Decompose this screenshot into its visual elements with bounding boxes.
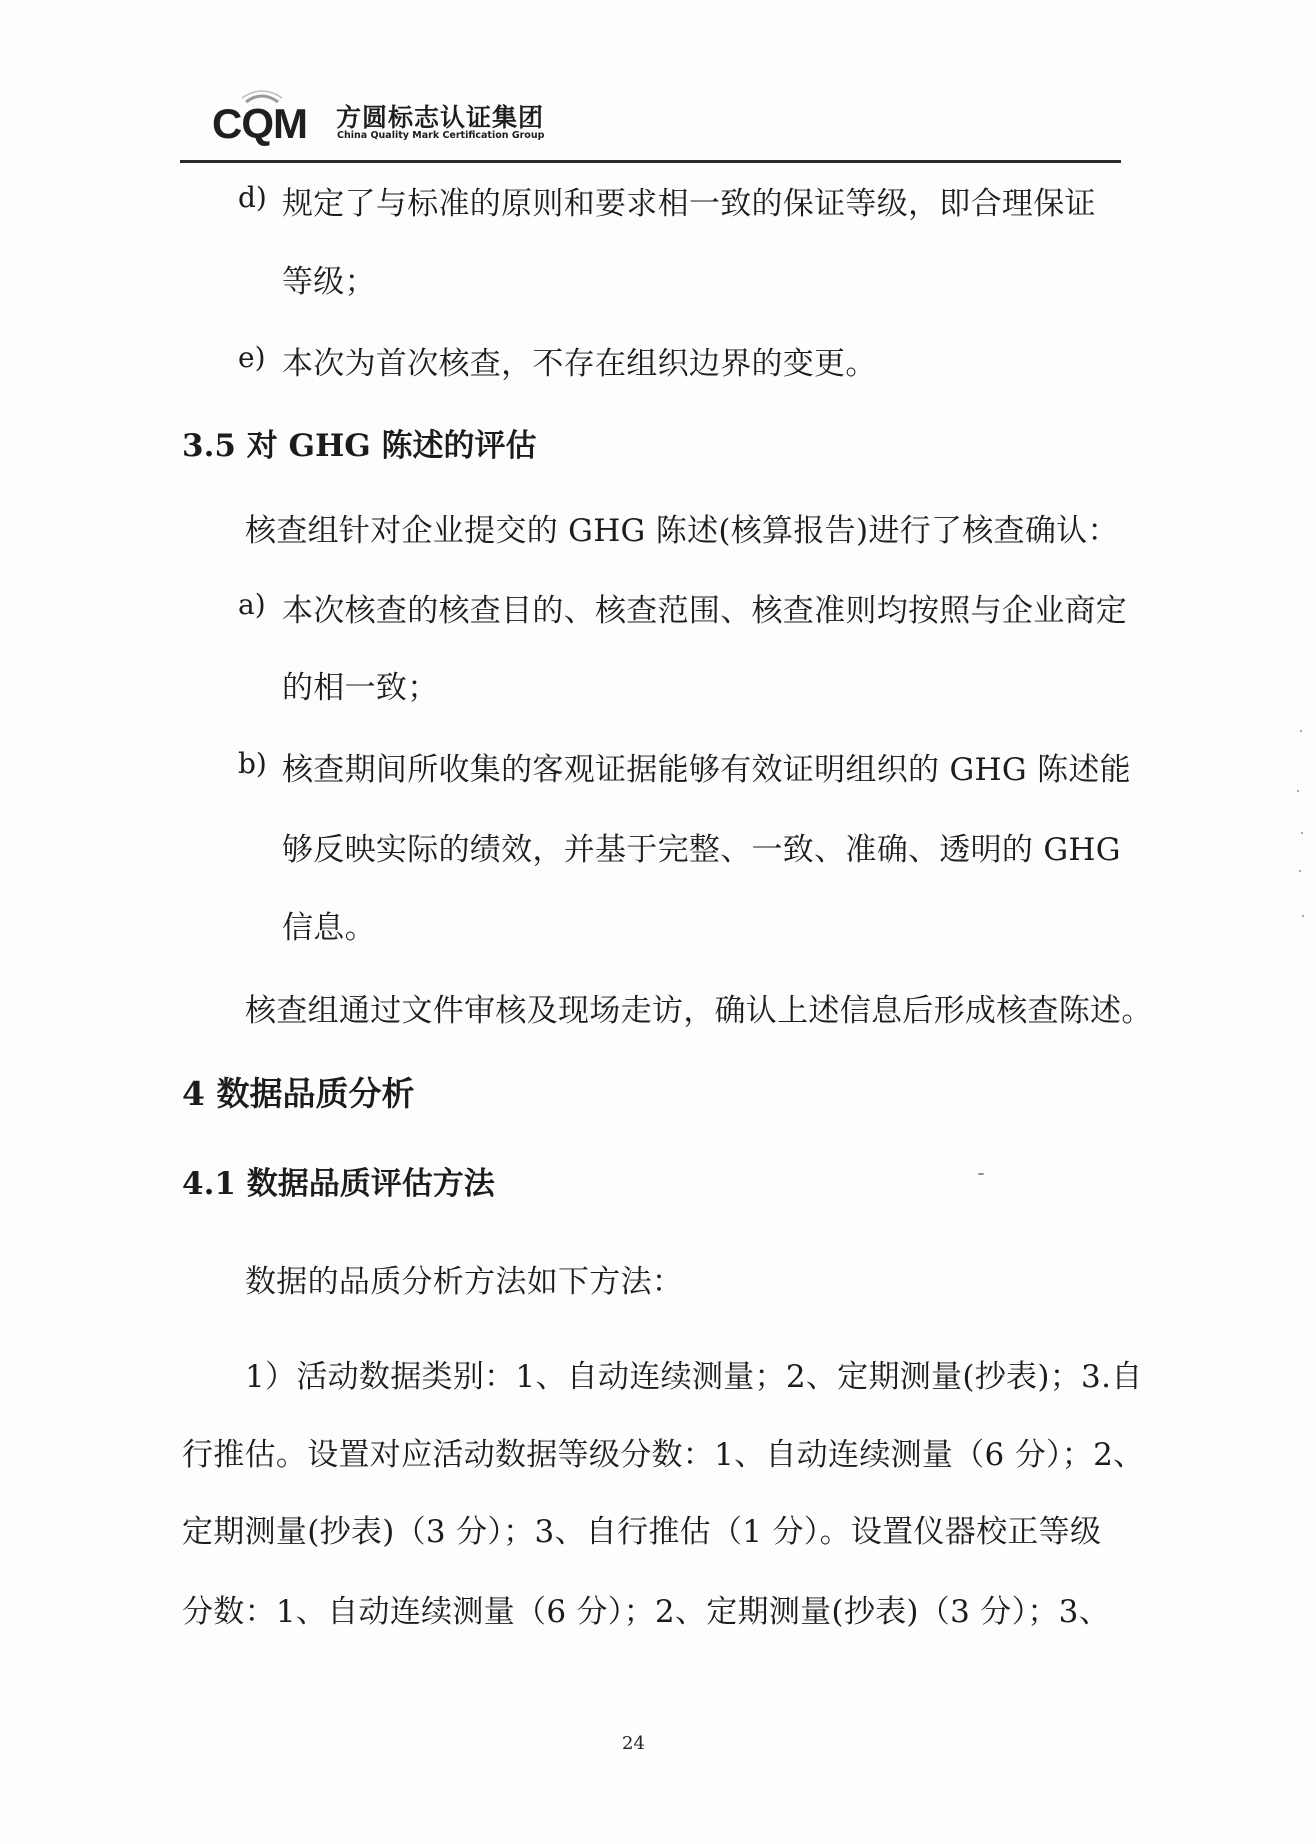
list-marker-e: e) bbox=[238, 341, 266, 374]
scan-speck bbox=[978, 1173, 984, 1175]
page-number: 24 bbox=[622, 1733, 645, 1754]
page-header bbox=[212, 88, 1112, 148]
item-b-line-3: 信息。 bbox=[282, 910, 376, 946]
section-4-heading: 4 数据品质分析 bbox=[182, 1074, 415, 1113]
item-b-line-2: 够反映实际的绩效，并基于完整、一致、准确、透明的 GHG bbox=[282, 832, 1121, 868]
section-3-5-intro: 核查组针对企业提交的 GHG 陈述(核算报告)进行了核查确认： bbox=[245, 513, 1119, 549]
org-name: 方圆标志认证集团 bbox=[336, 103, 545, 132]
section-3-5-heading: 3.5 对 GHG 陈述的评估 bbox=[182, 428, 537, 464]
header-divider bbox=[180, 160, 1121, 163]
section-4-1-heading: 4.1 数据品质评估方法 bbox=[182, 1166, 495, 1202]
item-e-line-1: 本次为首次核查，不存在组织边界的变更。 bbox=[282, 346, 877, 382]
list-marker-a: a) bbox=[238, 588, 266, 621]
item-a-line-1: 本次核查的核查目的、核查范围、核查准则均按照与企业商定 bbox=[282, 593, 1128, 629]
item-b-line-1: 核查期间所收集的客观证据能够有效证明组织的 GHG 陈述能 bbox=[282, 752, 1131, 788]
section-3-5-conclusion: 核查组通过文件审核及现场走访，确认上述信息后形成核查陈述。 bbox=[245, 993, 1153, 1029]
paragraph-line-2: 行推估。设置对应活动数据等级分数：1、自动连续测量（6 分）；2、 bbox=[182, 1437, 1145, 1473]
cqm-logo bbox=[212, 88, 338, 148]
section-4-1-intro: 数据的品质分析方法如下方法： bbox=[245, 1264, 684, 1300]
scan-speck bbox=[1300, 730, 1302, 732]
scan-speck bbox=[1299, 870, 1301, 872]
paragraph-line-3: 定期测量(抄表)（3 分）；3、自行推估（1 分）。设置仪器校正等级 bbox=[182, 1514, 1102, 1550]
scan-speck bbox=[1302, 915, 1304, 917]
item-d-line-1: 规定了与标准的原则和要求相一致的保证等级，即合理保证 bbox=[282, 186, 1096, 222]
scan-speck bbox=[1297, 790, 1299, 792]
list-marker-d: d) bbox=[238, 181, 267, 214]
item-d-line-2: 等级； bbox=[282, 264, 376, 300]
list-marker-b: b) bbox=[238, 747, 267, 780]
svg-text:CQM: CQM bbox=[212, 100, 307, 147]
paragraph-line-1: 1）活动数据类别：1、自动连续测量；2、定期测量(抄表)；3.自 bbox=[245, 1359, 1143, 1395]
paragraph-line-4: 分数：1、自动连续测量（6 分）；2、定期测量(抄表)（3 分）；3、 bbox=[182, 1594, 1111, 1630]
item-a-line-2: 的相一致； bbox=[282, 670, 439, 706]
org-subtitle: China Quality Mark Certification Group bbox=[337, 130, 545, 141]
scan-speck bbox=[1301, 832, 1303, 834]
